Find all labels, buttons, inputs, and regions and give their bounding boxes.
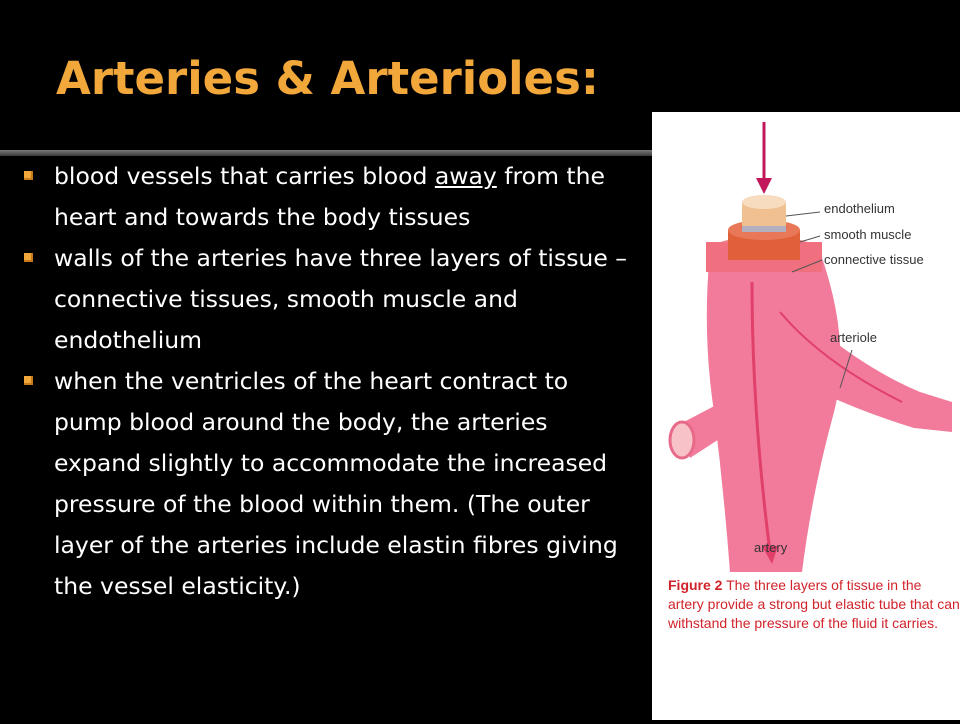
figure-caption-text: The three layers of tissue in the artery provide a strong but elastic tube that can withstand the pressure of the fluid it carries. (668, 577, 960, 631)
label-connective-tissue: connective tissue (824, 252, 924, 267)
bullet-item-1 (22, 156, 642, 238)
bullet-3-text: when the ventricles of the heart contract to pump blood around the body, the arteries expand slightly to accommodate the increased pressure of the blood within them. (The outer layer of the arteries include elastin fibres giving the vessel elasticity.) (54, 367, 618, 600)
endothelium-opening (742, 195, 786, 209)
bullet-item-3 (22, 361, 642, 607)
bullet-1-text-end: from the heart and towards the body tissues (54, 162, 605, 231)
bullet-square-icon (24, 171, 33, 180)
bullet-item-2 (22, 238, 642, 361)
slide-title: Arteries & Arterioles: (56, 52, 599, 105)
label-smooth-muscle: smooth muscle (824, 227, 912, 242)
slide-body (0, 156, 652, 720)
arteriole-branch (820, 332, 952, 432)
bullet-2-text: walls of the arteries have three layers of tissue – connective tissues, smooth muscle and endothelium (54, 244, 628, 354)
bullet-list (22, 156, 642, 607)
bullet-square-icon (24, 253, 33, 262)
bullet-1-text-start: blood vessels that carries blood (54, 162, 435, 190)
bullet-square-icon (24, 376, 33, 385)
branch-opening (670, 422, 694, 458)
label-arteriole: arteriole (830, 330, 877, 345)
bullet-1-emphasis: away (434, 162, 497, 190)
basement-band (742, 226, 786, 232)
figure-caption (668, 576, 960, 633)
leader-endothelium (786, 212, 820, 216)
label-endothelium: endothelium (824, 201, 895, 216)
label-artery: artery (754, 540, 788, 555)
leader-smooth-muscle (800, 236, 820, 242)
artery-vessel (707, 252, 841, 572)
blood-flow-arrowhead-in (756, 178, 772, 194)
figure-number: Figure 2 (668, 577, 723, 593)
